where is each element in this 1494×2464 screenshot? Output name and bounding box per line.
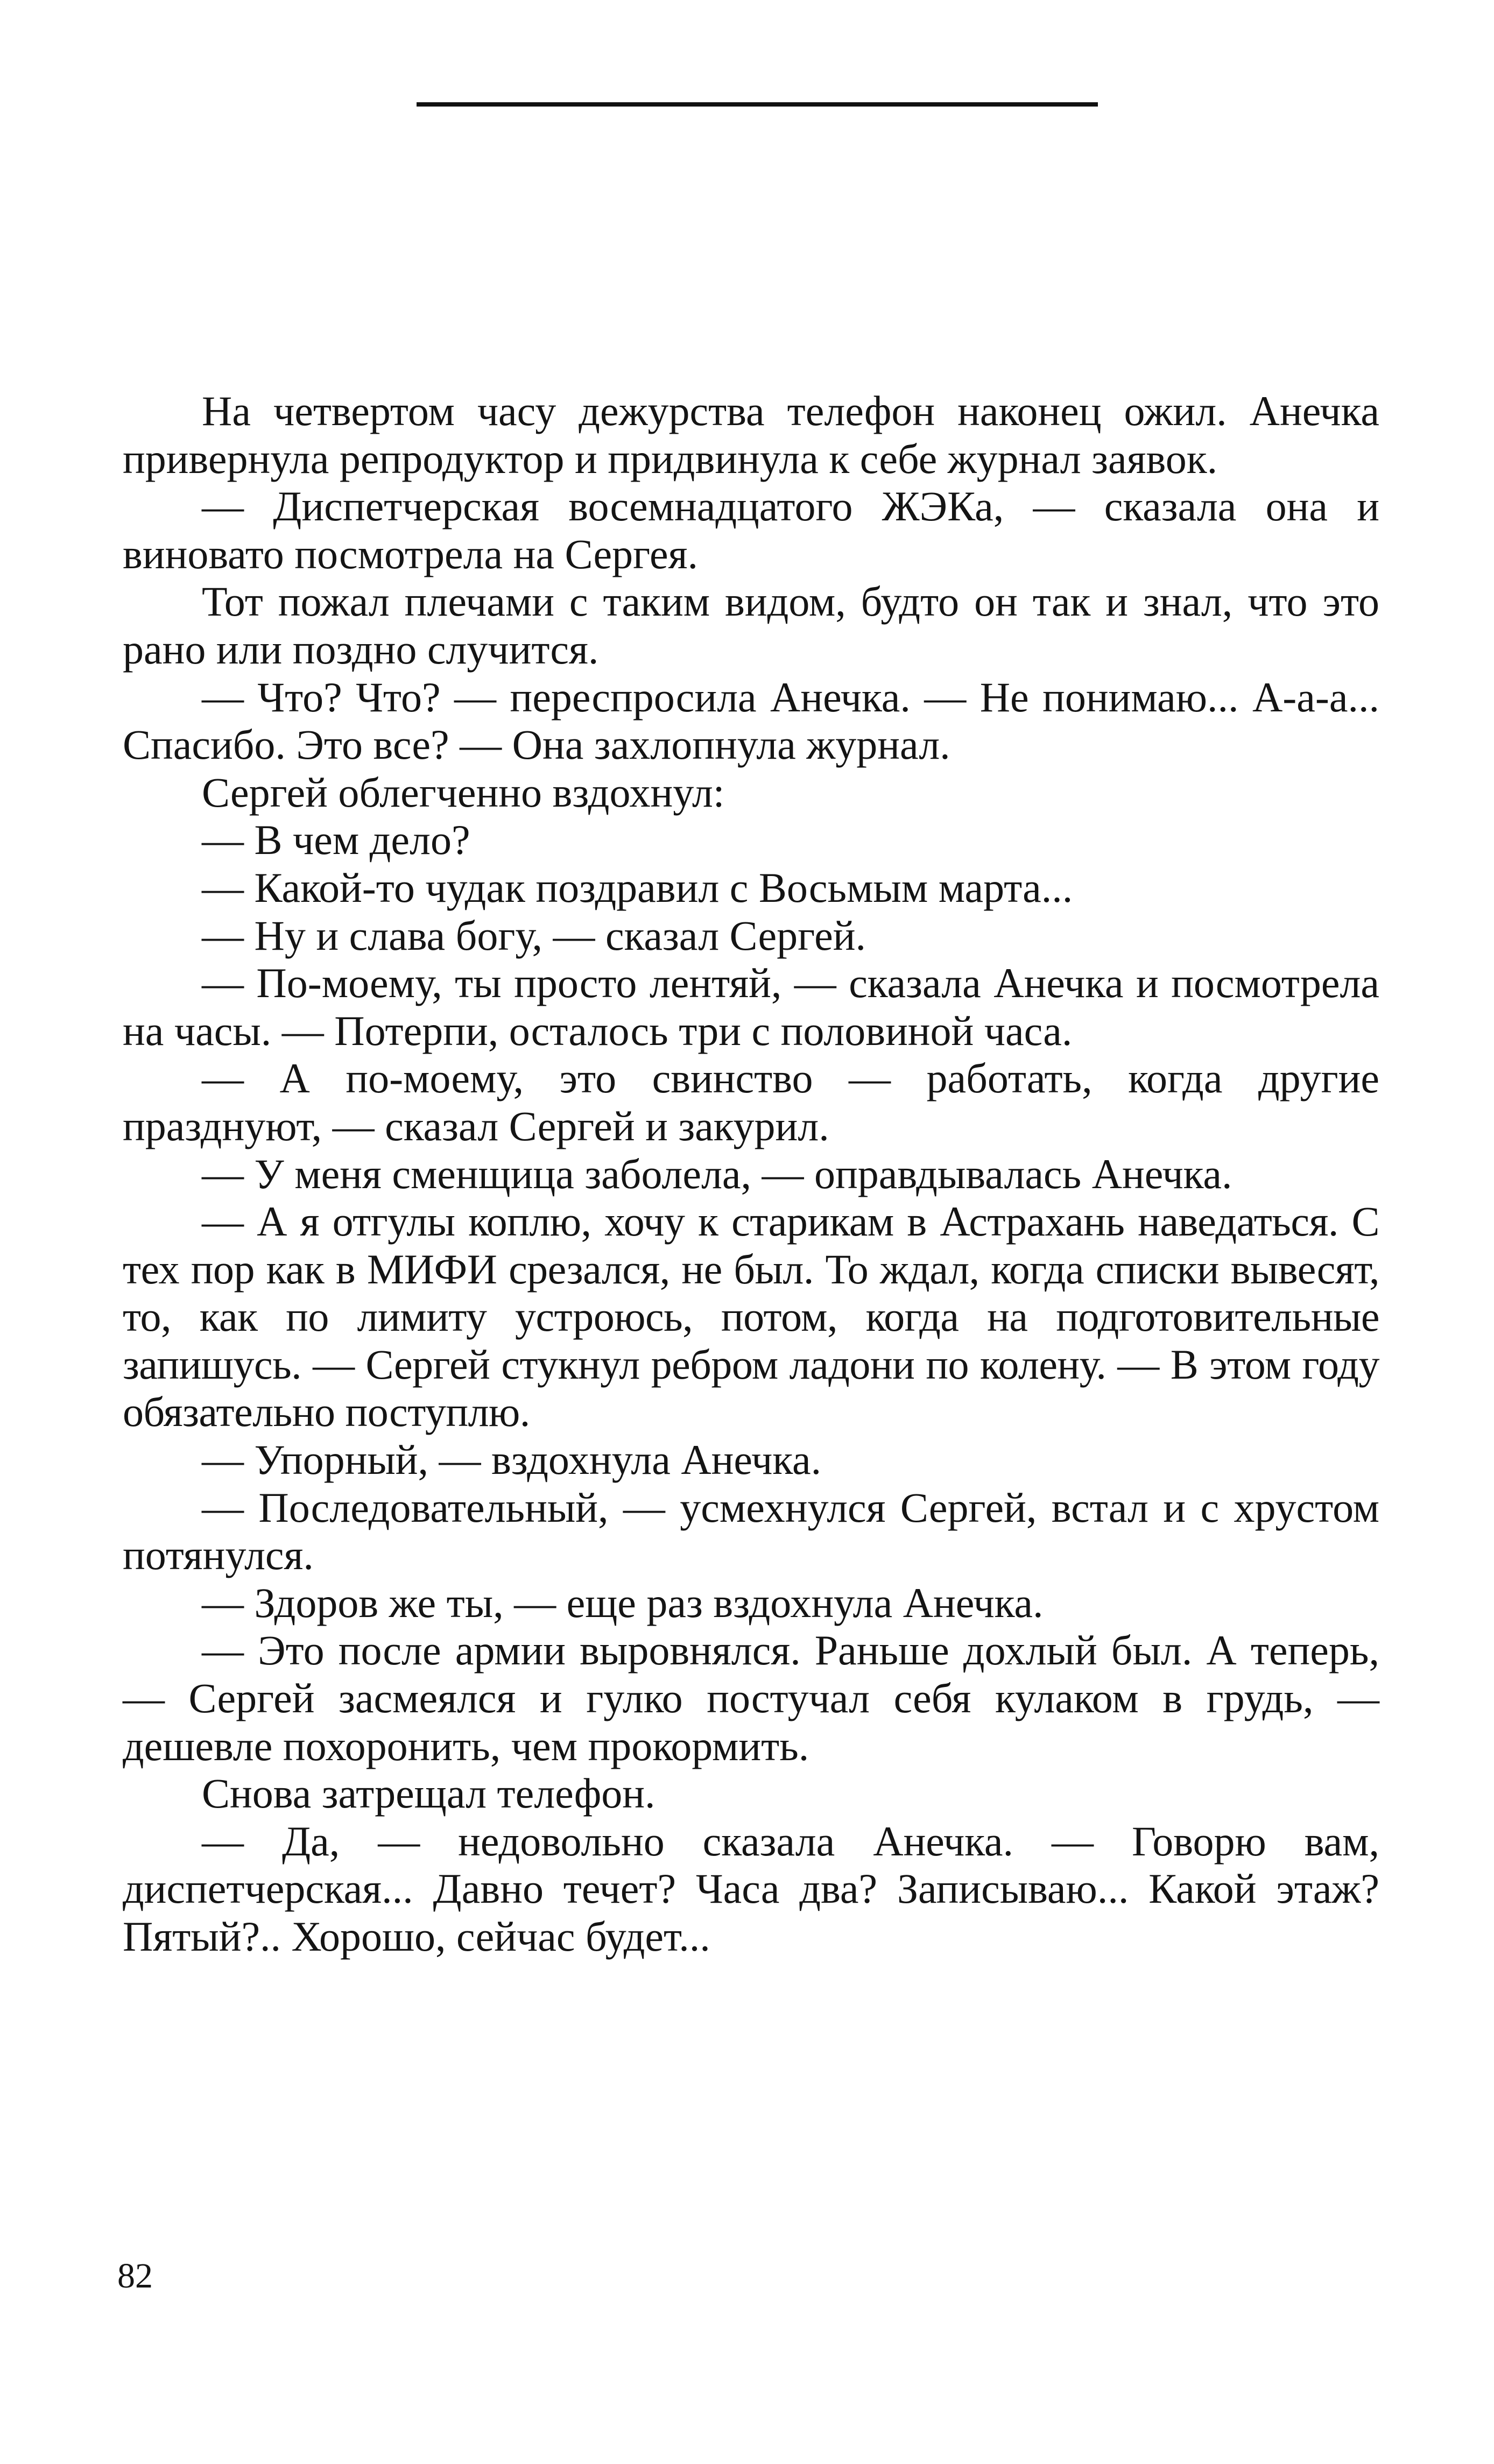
section-divider-rule [417, 102, 1098, 107]
paragraph: — Упорный, — вздохнула Анечка. [202, 1436, 822, 1484]
paragraph: — В чем дело? [202, 816, 470, 864]
paragraph: — А по-моему, это свинство — работать, когда другие празднуют, — сказал Сергей и закурил. [123, 1055, 1379, 1149]
paragraph: — Ну и слава богу, — сказал Сергей. [202, 912, 866, 959]
paragraph: — Последовательный, — усмехнулся Сергей, встал и с хрустом потянулся. [123, 1484, 1379, 1579]
page-number: 82 [117, 2256, 153, 2296]
paragraph: — Что? Что? — переспросила Анечка. — Не понимаю... А-а-а... Спасибо. Это все? — Она захлопнула журнал. [123, 673, 1379, 768]
paragraph: Тот пожал плечами с таким видом, будто он так и знал, что это рано или поздно случится. [123, 578, 1379, 673]
paragraph: — У меня сменщица заболела, — оправдывалась Анечка. [202, 1150, 1232, 1197]
paragraph: — По-моему, ты просто лентяй, — сказала Анечка и посмотрела на часы. — Потерпи, осталось три с половиной часа. [123, 959, 1379, 1054]
paragraph: — Здоров же ты, — еще раз вздохнула Анечка. [202, 1579, 1044, 1626]
paragraph: — Диспетчерская восемнадцатого ЖЭКа, — сказала она и виновато посмотрела на Сергея. [123, 483, 1379, 577]
body-text [123, 387, 1379, 1961]
paragraph: На четвертом часу дежурства телефон наконец ожил. Анечка привернула репродуктор и придвинула к себе журнал заявок. [123, 387, 1379, 482]
paragraph: — Это после армии выровнялся. Раньше дохлый был. А теперь, — Сергей засмеялся и гулко постучал себя кулаком в грудь, — дешевле похоронить, чем прокормить. [123, 1627, 1379, 1769]
paragraph: — Какой-то чудак поздравил с Восьмым марта... [202, 864, 1073, 911]
paragraph: Снова затрещал телефон. [202, 1770, 656, 1817]
paragraph: — Да, — недовольно сказала Анечка. — Говорю вам, диспетчерская... Давно течет? Часа два? Записываю... Какой этаж? Пятый?.. Хорошо, сейчас будет... [123, 1817, 1379, 1960]
paragraph: Сергей облегченно вздохнул: [202, 768, 725, 816]
paragraph: — А я отгулы коплю, хочу к старикам в Астрахань наведаться. С тех пор как в МИФИ срезался, не был. То ждал, когда списки вывесят, то, как по лимиту устроюсь, потом, когда на подготовительные запишусь. — Сергей стукнул ребром ладони по колену. — В этом году обязательно поступлю. [123, 1198, 1379, 1436]
